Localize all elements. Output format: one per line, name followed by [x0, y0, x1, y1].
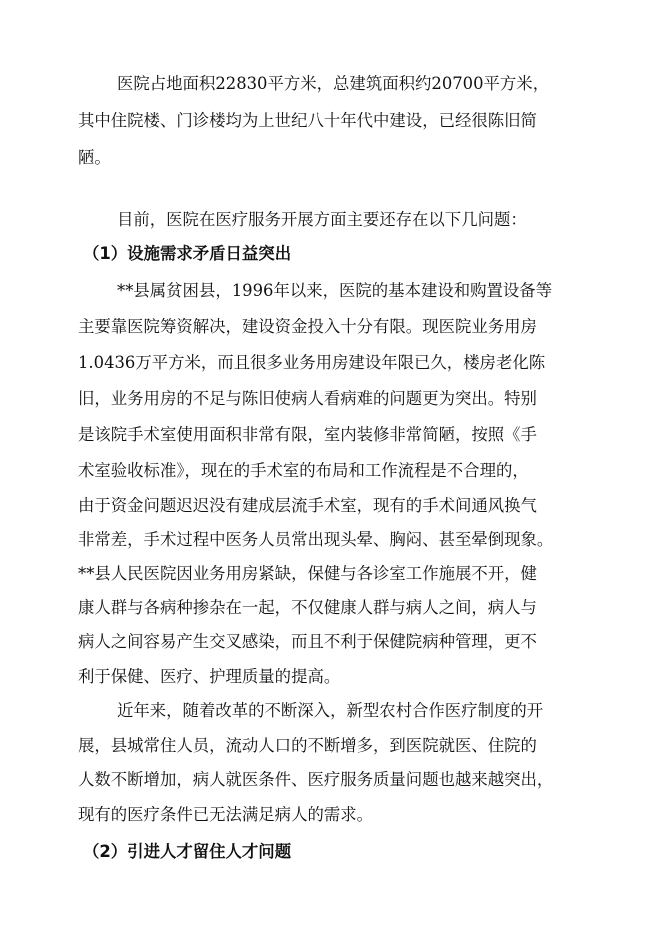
paragraph-line: 医院占地面积22830平方米，总建筑面积约20700平方米，	[117, 74, 550, 93]
paragraph-line: 其中住院楼、门诊楼均为上世纪八十年代中建设，已经很陈旧简	[78, 111, 537, 130]
paragraph-line: 病人之间容易产生交叉感染，而且不利于保健院病种管理，更不	[78, 632, 537, 651]
paragraph-line: **县人民医院因业务用房紧缺，保健与各诊室工作施展不开，健	[78, 564, 537, 583]
paragraph-line: 展，县城常住人员，流动人口的不断增多，到医院就医、住院的	[78, 736, 537, 755]
paragraph-line: **县属贫困县，1996年以来，医院的基本建设和购置设备等	[117, 281, 553, 300]
paragraph-line: 非常差，手术过程中医务人员常出现头晕、胸闷、甚至晕倒现象。	[78, 530, 554, 549]
paragraph-line: 术室验收标准》，现在的手术室的布局和工作流程是不合理的，	[78, 461, 529, 480]
section-heading: （1）设施需求矛盾日益突出	[83, 244, 292, 263]
paragraph-line: 主要靠医院筹资解决，建设资金投入十分有限。现医院业务用房	[78, 317, 537, 336]
paragraph-line: 由于资金问题迟迟没有建成层流手术室，现有的手术间通风换气	[78, 496, 537, 515]
paragraph-line: 人数不断增加，病人就医条件、医疗服务质量问题也越来越突出，	[78, 770, 554, 789]
paragraph-line: 现有的医疗条件已无法满足病人的需求。	[78, 805, 374, 824]
paragraph-line: 旧，业务用房的不足与陈旧使病人看病难的问题更为突出。特别	[78, 389, 537, 408]
paragraph-line: 康人群与各病种掺杂在一起，不仅健康人群与病人之间，病人与	[78, 598, 537, 617]
paragraph-line: 是该院手术室使用面积非常有限，室内装修非常简陋，按照《手	[78, 425, 537, 444]
section-heading: （2）引进人才留住人才问题	[83, 842, 292, 861]
paragraph-line: 1.0436万平方米，而且很多业务用房建设年限已久，楼房老化陈	[78, 353, 546, 372]
intro-paragraph: 目前，医院在医疗服务开展方面主要还存在以下几问题：	[117, 210, 527, 229]
paragraph-line: 近年来，随着改革的不断深入，新型农村合作医疗制度的开	[117, 701, 544, 720]
paragraph-line: 利于保健、医疗、护理质量的提高。	[78, 667, 341, 686]
paragraph-line: 陋。	[78, 148, 111, 167]
